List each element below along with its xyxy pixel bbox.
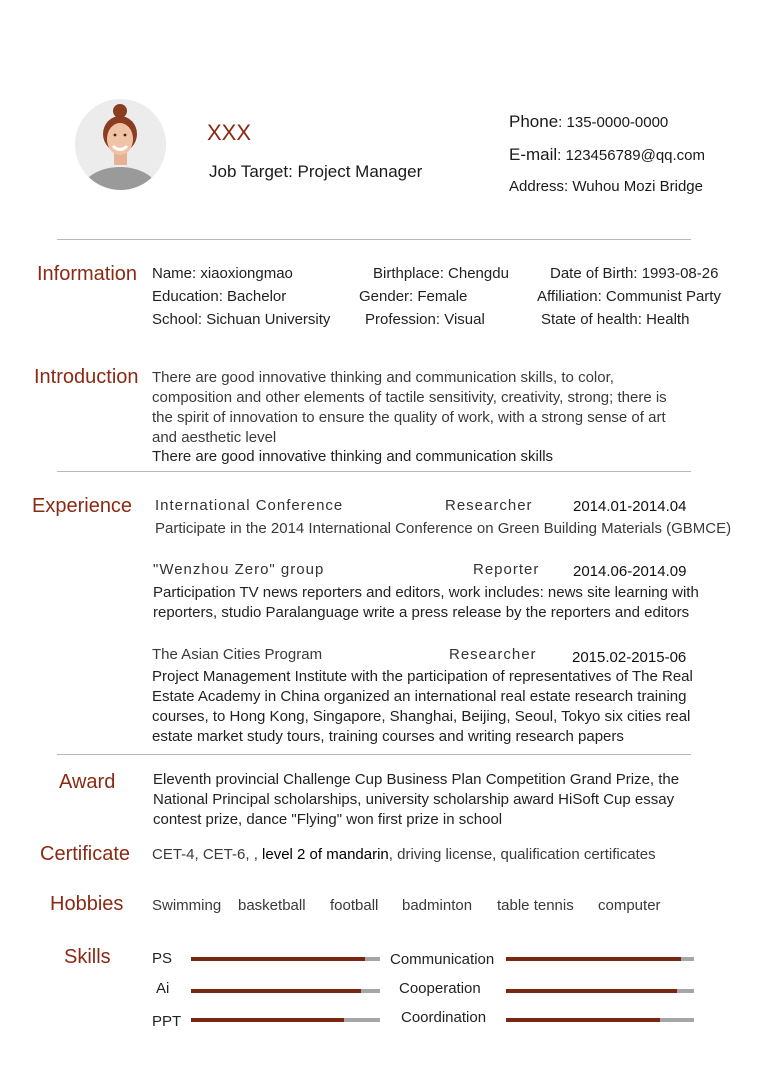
skill-name: Cooperation <box>399 980 481 997</box>
skill-bar <box>506 957 694 961</box>
address-value: Wuhou Mozi Bridge <box>572 178 703 195</box>
skill-bar <box>191 989 380 993</box>
experience-line: reporters, studio Paralanguage write a press release by the reporters and editors <box>153 604 690 621</box>
email-value: 123456789@qq.com <box>565 147 706 164</box>
experience-line: Estate Academy in China organized an international real estate research training <box>152 688 687 705</box>
intro-line: and aesthetic level <box>152 429 277 446</box>
info-dob: Date of Birth: 1993-08-26 <box>550 265 719 282</box>
intro-line: the spirit of innovation to ensure the quality of work, with a strong sense of art <box>152 409 666 426</box>
hobby-item: Swimming <box>152 897 222 914</box>
experience-role: Researcher <box>445 497 533 514</box>
section-title-introduction: Introduction <box>34 366 139 388</box>
experience-date: 2014.06-2014.09 <box>573 563 687 580</box>
section-title-award: Award <box>59 771 116 793</box>
info-gender: Gender: Female <box>359 288 468 305</box>
skill-name: Communication <box>390 951 495 968</box>
experience-line: Project Management Institute with the participation of representatives of The Real <box>152 668 693 685</box>
certificate-part: , driving license, qualification certificates <box>388 846 656 863</box>
intro-line: There are good innovative thinking and communication skills <box>152 448 554 465</box>
phone-label: Phone <box>509 112 559 131</box>
address-label: Address <box>509 178 565 195</box>
experience-line: Participate in the 2014 International Conference on Green Building Materials (GBMCE) <box>155 520 732 537</box>
experience-line: estate market study tours, training courses and writing research papers <box>152 728 624 745</box>
info-name: Name: xiaoxiongmao <box>152 265 293 282</box>
skill-bar <box>191 1018 380 1022</box>
hobby-item: table tennis <box>497 897 574 914</box>
divider <box>57 754 691 755</box>
experience-role: Researcher <box>449 646 537 663</box>
experience-org: International Conference <box>155 497 344 514</box>
section-title-certificate: Certificate <box>40 843 131 865</box>
skill-name: PS <box>152 950 173 967</box>
award-line: contest prize, dance "Flying" won first prize in school <box>153 811 503 828</box>
intro-line: There are good innovative thinking and communication skills, to color, <box>152 369 614 386</box>
address-row: Address: Wuhou Mozi Bridge <box>509 178 703 195</box>
job-target: Job Target: Project Manager <box>209 162 423 181</box>
hobby-item: computer <box>598 897 661 914</box>
certificate-part: CET-4, CET-6, , <box>152 846 258 863</box>
info-health: State of health: Health <box>541 311 690 328</box>
skill-bar-fill <box>506 989 677 993</box>
email-label: E-mail <box>509 145 558 164</box>
phone-row: Phone: 135-0000-0000 <box>509 112 669 131</box>
experience-date: 2014.01-2014.04 <box>573 498 687 515</box>
section-title-hobbies: Hobbies <box>50 893 124 915</box>
info-birthplace: Birthplace: Chengdu <box>373 265 509 282</box>
experience-org: "Wenzhou Zero" group <box>153 561 325 578</box>
email-row: E-mail: 123456789@qq.com <box>509 145 706 164</box>
phone-value: 135-0000-0000 <box>566 114 669 131</box>
experience-org: The Asian Cities Program <box>152 646 323 663</box>
section-title-skills: Skills <box>64 946 111 968</box>
experience-line: Participation TV news reporters and editors, work includes: news site learning with <box>153 584 699 601</box>
skill-bar-fill <box>506 1018 660 1022</box>
certificate-text <box>152 846 656 863</box>
skill-bar <box>191 957 380 961</box>
skill-name: PPT <box>152 1013 182 1030</box>
info-affiliation: Affiliation: Communist Party <box>537 288 721 305</box>
skill-name: Coordination <box>401 1009 487 1026</box>
divider <box>57 471 691 472</box>
section-title-information: Information <box>37 263 138 285</box>
certificate-part: level 2 of mandarin <box>262 846 389 863</box>
skill-bar <box>506 1018 694 1022</box>
info-school: School: Sichuan University <box>152 311 331 328</box>
intro-line: composition and other elements of tactile sensitivity, creativity, strong; there is <box>152 389 667 406</box>
candidate-name: XXX <box>207 120 252 145</box>
info-profession: Profession: Visual <box>365 311 485 328</box>
section-title-experience: Experience <box>32 495 133 517</box>
award-line: National Principal scholarships, university scholarship award HiSoft Cup essay <box>153 791 675 808</box>
skill-bar-fill <box>506 957 681 961</box>
experience-role: Reporter <box>473 561 540 578</box>
experience-date: 2015.02-2015-06 <box>572 649 687 666</box>
hobby-item: badminton <box>402 897 473 914</box>
hobby-item: basketball <box>238 897 306 914</box>
skill-bar-fill <box>191 989 361 993</box>
skill-name: Ai <box>156 980 170 997</box>
skill-bar <box>506 989 694 993</box>
skill-bar-fill <box>191 957 365 961</box>
award-line: Eleventh provincial Challenge Cup Business Plan Competition Grand Prize, the <box>153 771 680 788</box>
experience-line: courses, to Hong Kong, Singapore, Shanghai, Beijing, Seoul, Tokyo six cities real <box>152 708 691 725</box>
skill-bar-fill <box>191 1018 344 1022</box>
divider <box>57 239 691 240</box>
avatar <box>75 99 166 190</box>
hobby-item: football <box>330 897 379 914</box>
info-education: Education: Bachelor <box>152 288 287 305</box>
